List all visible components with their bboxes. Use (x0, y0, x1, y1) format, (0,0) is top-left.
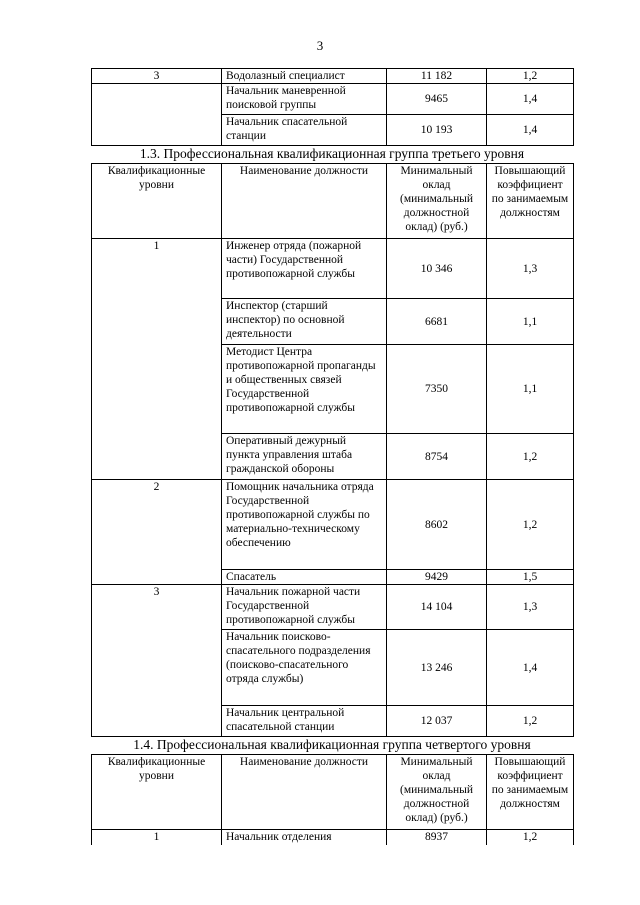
section-title-1-3: 1.3. Профессиональная квалификационная группа третьего уровня (139, 146, 525, 161)
salary-cell: 14 104 (387, 585, 487, 630)
position-cell: Начальник маневренной поисковой группы (222, 84, 387, 115)
table-group-3 (91, 163, 574, 737)
position-cell: Начальник отделения (222, 830, 387, 845)
salary-cell: 12 037 (387, 706, 487, 737)
table-row (92, 480, 574, 570)
header-level: Квалификационные уровни (92, 755, 222, 830)
level-cell: 1 (92, 830, 222, 845)
salary-cell: 10 346 (387, 239, 487, 299)
coefficient-cell: 1,4 (487, 630, 574, 706)
level-cell (92, 299, 222, 345)
salary-cell: 8754 (387, 434, 487, 480)
position-cell: Начальник центральной спасательной станции (222, 706, 387, 737)
position-cell: Инженер отряда (пожарной части) Государственной противопожарной службы (222, 239, 387, 299)
level-cell (92, 570, 222, 585)
position-cell: Оперативный дежурный пункта управления штаба гражданской обороны (222, 434, 387, 480)
position-cell: Спасатель (222, 570, 387, 585)
salary-cell: 9429 (387, 570, 487, 585)
coefficient-cell: 1,2 (487, 706, 574, 737)
table-row (92, 115, 574, 146)
table-row (92, 84, 574, 115)
table-row (92, 830, 574, 845)
header-position: Наименование должности (222, 755, 387, 830)
page-number: 3 (316, 38, 324, 53)
position-cell: Водолазный специалист (222, 69, 387, 84)
header-coefficient: Повышающий коэффициент по занимаемым должностям (487, 164, 574, 239)
coefficient-cell: 1,1 (487, 345, 574, 434)
table-group-4 (91, 754, 574, 845)
table-row (92, 299, 574, 345)
salary-cell: 13 246 (387, 630, 487, 706)
level-cell (92, 115, 222, 146)
table-row (92, 69, 574, 84)
salary-cell: 11 182 (387, 69, 487, 84)
level-cell: 1 (92, 239, 222, 299)
coefficient-cell: 1,2 (487, 480, 574, 570)
position-cell: Инспектор (старший инспектор) по основной деятельности (222, 299, 387, 345)
table-row (92, 585, 574, 630)
level-cell: 3 (92, 69, 222, 84)
level-cell: 2 (92, 480, 222, 570)
coefficient-cell: 1,3 (487, 585, 574, 630)
coefficient-cell: 1,3 (487, 239, 574, 299)
header-salary: Минимальный оклад (минимальный должностной оклад) (руб.) (387, 164, 487, 239)
table-row (92, 706, 574, 737)
header-position: Наименование должности (222, 164, 387, 239)
coefficient-cell: 1,5 (487, 570, 574, 585)
table-header-row (92, 164, 574, 239)
coefficient-cell: 1,4 (487, 84, 574, 115)
salary-cell: 8602 (387, 480, 487, 570)
coefficient-cell: 1,2 (487, 69, 574, 84)
table-row (92, 345, 574, 434)
level-cell (92, 434, 222, 480)
coefficient-cell: 1,1 (487, 299, 574, 345)
salary-cell: 10 193 (387, 115, 487, 146)
position-cell: Методист Центра противопожарной пропаганды и общественных связей Государственной противопожарной службы (222, 345, 387, 434)
salary-cell: 8937 (387, 830, 487, 845)
level-cell (92, 345, 222, 434)
salary-cell: 6681 (387, 299, 487, 345)
level-cell (92, 706, 222, 737)
position-cell: Начальник спасательной станции (222, 115, 387, 146)
table-continued (91, 68, 574, 146)
level-cell (92, 84, 222, 115)
salary-cell: 7350 (387, 345, 487, 434)
header-salary: Минимальный оклад (минимальный должностной оклад) (руб.) (387, 755, 487, 830)
table-row (92, 434, 574, 480)
salary-cell: 9465 (387, 84, 487, 115)
position-cell: Начальник пожарной части Государственной противопожарной службы (222, 585, 387, 630)
level-cell: 3 (92, 585, 222, 630)
level-cell (92, 630, 222, 706)
table-header-row (92, 755, 574, 830)
table-row (92, 239, 574, 299)
coefficient-cell: 1,4 (487, 115, 574, 146)
table-row (92, 630, 574, 706)
section-title-1-4: 1.4. Профессиональная квалификационная группа четвертого уровня (133, 737, 531, 752)
position-cell: Начальник поисково-спасательного подразделения (поисково-спасательного отряда службы) (222, 630, 387, 706)
header-level: Квалификационные уровни (92, 164, 222, 239)
coefficient-cell: 1,2 (487, 830, 574, 845)
header-coefficient: Повышающий коэффициент по занимаемым должностям (487, 755, 574, 830)
position-cell: Помощник начальника отряда Государственной противопожарной службы по материально-техническому обеспечению (222, 480, 387, 570)
coefficient-cell: 1,2 (487, 434, 574, 480)
table-row (92, 570, 574, 585)
